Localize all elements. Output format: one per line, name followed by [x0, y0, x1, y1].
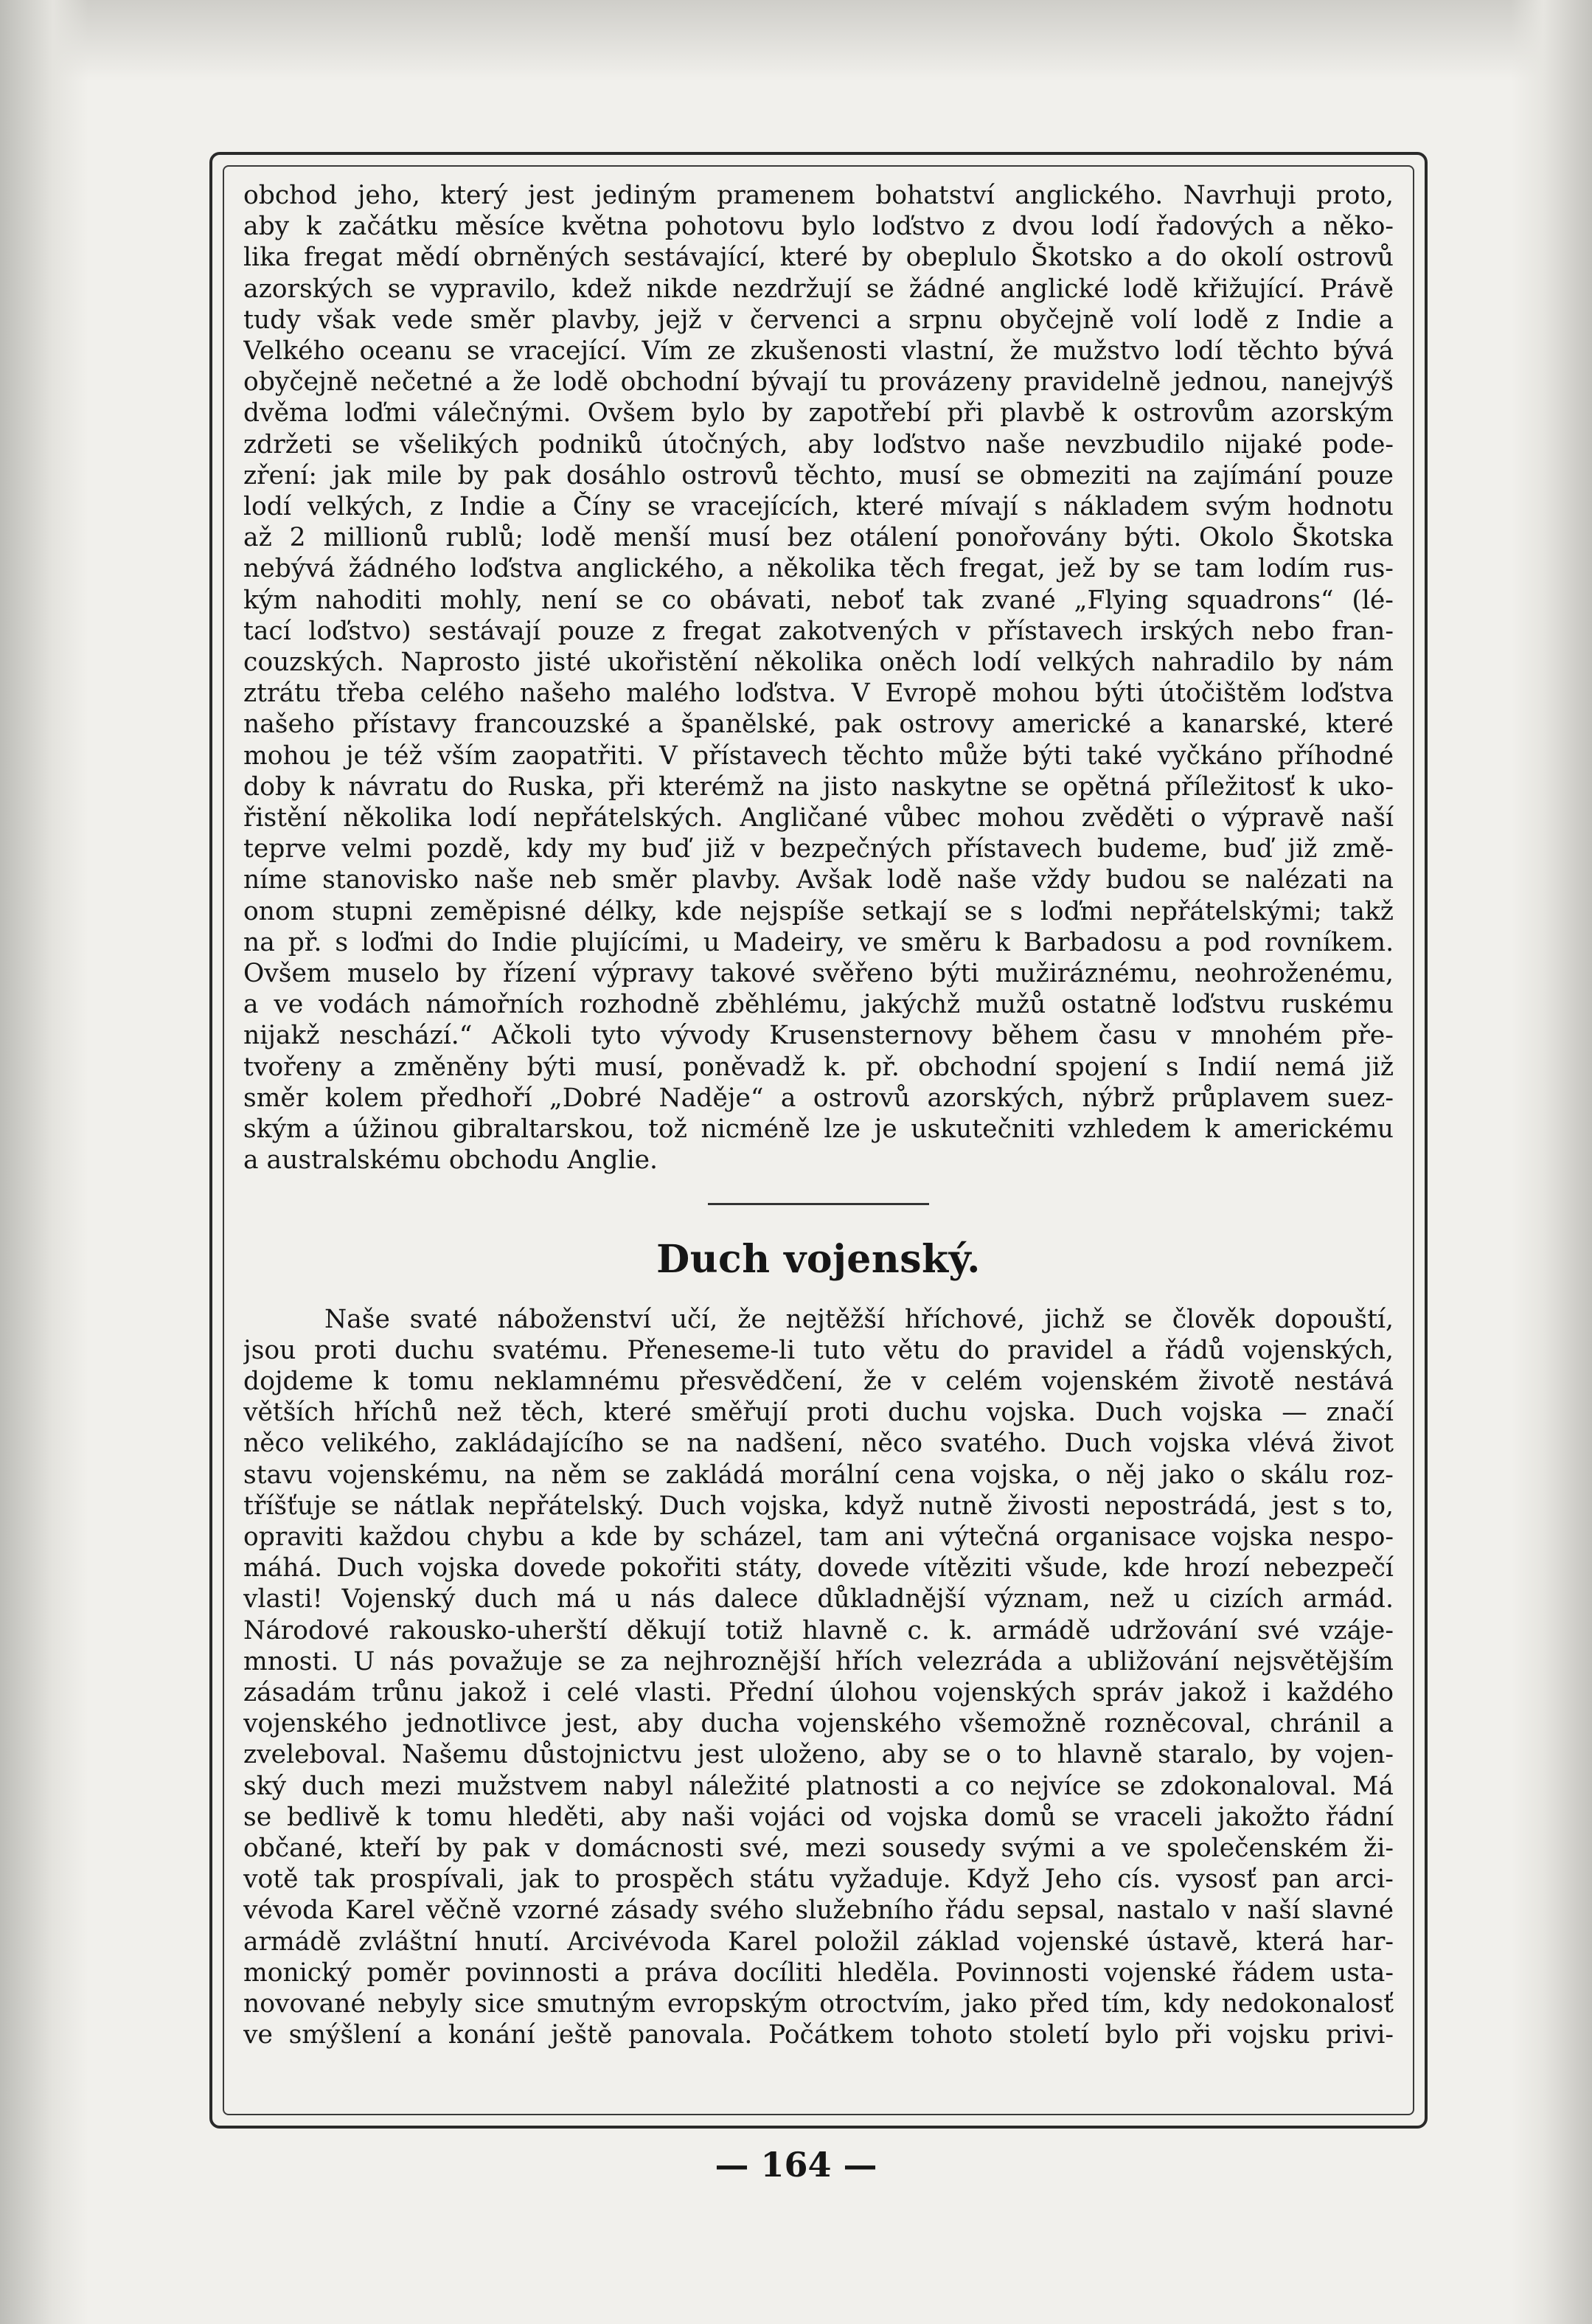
- text-line: mohou je též vším zaopatřiti. V přístavech těchto může býti také vyčkáno příhodné: [243, 740, 1394, 771]
- page-number: — 164 —: [715, 2145, 877, 2185]
- text-line: na př. s loďmi do Indie plujícími, u Madeiry, ve směru k Barbadosu a pod rovníkem.: [243, 927, 1394, 957]
- text-line: větších hříchů než těch, které směřují proti duchu vojska. Duch vojska — značí: [243, 1398, 1394, 1428]
- text-line: ztrátu třeba celého našeho malého loďstva. V Evropě mohou býti útočištěm loďstva: [243, 679, 1394, 709]
- text-line: jsou proti duchu svatému. Přeneseme-li tuto větu do pravidel a řádů vojenských,: [243, 1335, 1394, 1365]
- text-line: vlasti! Vojenský duch má u nás dalece důkladnější význam, než u cizích armád.: [243, 1584, 1394, 1614]
- text-line: dojdeme k tomu neklamnému přesvědčení, že v celém vojenském životě nestává: [243, 1366, 1394, 1396]
- text-line: teprve velmi pozdě, kdy my buď již v bezpečných přístavech budeme, buď již změ-: [243, 834, 1394, 864]
- text-line: nijakž neschází.“ Ačkoli tyto vývody Krusensternovy během času v mnohém pře-: [243, 1021, 1394, 1051]
- text-line: Velkého oceanu se vracející. Vím ze zkušenosti vlastní, že mužstvo lodí těchto bývá: [243, 336, 1394, 367]
- page-shadow-right: [1511, 0, 1592, 2324]
- text-line: něco velikého, zakládajícího se na nadšení, něco svatého. Duch vojska vlévá život: [243, 1429, 1394, 1459]
- text-line: se bedlivě k tomu hleděti, aby naši vojáci od vojska domů se vraceli jakožto řádní: [243, 1802, 1394, 1832]
- text-line: tudy však vede směr plavby, jejž v červenci a srpnu obyčejně volí lodě z Indie a: [243, 305, 1394, 335]
- text-line: a australskému obchodu Anglie.: [243, 1145, 658, 1176]
- text-line: směr kolem předhoří „Dobré Naděje“ a ostrovů azorských, nýbrž průplavem suez-: [243, 1083, 1394, 1113]
- text-line: zveleboval. Našemu důstojnictvu jest uloženo, aby se o to hlavně staralo, by vojen-: [243, 1740, 1394, 1770]
- text-line: ve smýšlení a konání ještě panovala. Počátkem tohoto století bylo při vojsku privi-: [243, 2020, 1394, 2050]
- text-line: a ve vodách námořních rozhodně zběhlému, jakýchž mužů ostatně loďstvu ruskému: [243, 990, 1394, 1020]
- text-line: dvěma loďmi válečnými. Ovšem bylo by zapotřebí při plavbě k ostrovům azorským: [243, 398, 1394, 429]
- text-line: doby k návratu do Ruska, při kterémž na jisto naskytne se opětná příležitosť k uko-: [243, 771, 1394, 802]
- text-line: tací loďstvo) sestávají pouze z fregat zakotvených v přístavech irských nebo fran-: [243, 616, 1394, 646]
- text-line: obchod jeho, který jest jediným pramenem bohatství anglického. Navrhuji proto,: [243, 181, 1394, 210]
- text-line: lika fregat mědí obrněných sestávající, které by obeplulo Škotsko a do okolí ostrovů: [243, 243, 1394, 273]
- page-shadow-left: [0, 0, 88, 2324]
- text-line: Naše svaté náboženství učí, že nejtěžší hříchové, jichž se člověk dopouští,: [324, 1304, 1394, 1334]
- text-line: novované nebyly sice smutným evropským otroctvím, jako před tím, kdy nedokonalosť: [243, 1988, 1394, 2019]
- text-line: Ovšem muselo by řízení výpravy takové svěřeno býti mužiráznému, neohroženému,: [243, 959, 1394, 989]
- text-line: aby k začátku měsíce května pohotovu bylo loďstvo z dvou lodí řadových a něko-: [243, 212, 1394, 242]
- text-line: Národové rakousko-uherští děkují totiž hlavně c. k. armádě udržování své vzáje-: [243, 1615, 1394, 1645]
- text-line: zdržeti se všelikých podniků útočných, aby loďstvo naše nevzbudilo nijaké pode-: [243, 429, 1394, 459]
- text-line: mnosti. U nás považuje se za nejhroznější hřích velezráda a ubližování nejsvětějším: [243, 1646, 1394, 1676]
- text-line: monický poměr povinnosti a práva docíliti hleděla. Povinnosti vojenské řádem usta-: [243, 1957, 1394, 1988]
- text-line: azorských se vypravilo, kdež nikde nezdržují se žádné anglické lodě křižující. Právě: [243, 274, 1394, 304]
- text-line: lodí velkých, z Indie a Číny se vracejících, které mívají s nákladem svým hodnotu: [243, 492, 1394, 522]
- text-line: opraviti každou chybu a kde by scházel, tam ani výtečná organisace vojska nespo-: [243, 1522, 1394, 1552]
- text-line: níme stanovisko naše neb směr plavby. Avšak lodě naše vždy budou se nalézati na: [243, 865, 1394, 895]
- text-line: obyčejně nečetné a že lodě obchodní bývají tu provázeny pravidelně jednou, nanejvýš: [243, 367, 1394, 398]
- page-content: [243, 180, 1394, 2050]
- text-line: armádě zvláštní hnutí. Arcivévoda Karel položil základ vojenské ústavě, která har-: [243, 1926, 1394, 1957]
- page-shadow-top: [0, 0, 1592, 81]
- text-line: ským a úžinou gibraltarskou, tož nicméně lze je uskutečniti vzhledem k americkému: [243, 1114, 1394, 1145]
- text-line: tvořeny a změněny býti musí, poněvadž k. př. obchodní spojení s Indií nemá již: [243, 1052, 1394, 1082]
- text-line: tříšťuje se nátlak nepřátelský. Duch vojska, když nutně živosti nepostrádá, jest s to,: [243, 1491, 1394, 1521]
- text-line: řistění několika lodí nepřátelských. Angličané vůbec mohou zvěděti o výpravě naší: [243, 803, 1394, 833]
- text-line: máhá. Duch vojska dovede pokořiti státy, dovede vítěziti všude, kde hrozí nebezpečí: [243, 1553, 1394, 1584]
- text-line: onom stupni zeměpisné délky, kde nejspíše setkají se s loďmi nepřátelskými; takž: [243, 896, 1394, 926]
- text-line: zásadám trůnu jakož i celé vlasti. Přední úlohou vojenských správ jakož i každého: [243, 1677, 1394, 1707]
- text-line: občané, kteří by pak v domácnosti své, mezi sousedy svými a ve společenském ži-: [243, 1833, 1394, 1863]
- text-line: kým nahoditi mohly, není se co obávati, neboť tak zvané „Flying squadrons“ (lé-: [243, 585, 1394, 615]
- text-line: ský duch mezi mužstvem nabyl náležité platnosti a co nejvíce se zdokonaloval. Má: [243, 1771, 1394, 1801]
- text-line: našeho přístavy francouzské a španělské, pak ostrovy americké a kanarské, které: [243, 710, 1394, 740]
- body-paragraph-section: [243, 1304, 1394, 2051]
- section-divider-rule: [708, 1203, 929, 1205]
- text-line: nebývá žádného loďstva anglického, a několika těch fregat, jež by se tam lodím rus-: [243, 554, 1394, 584]
- text-line: vojenského jednotlivce jest, aby ducha vojenského všemožně rozněcoval, chránil a: [243, 1709, 1394, 1739]
- section-heading: Duch vojenský.: [656, 1236, 981, 1282]
- text-line: stavu vojenskému, na něm se zakládá morální cena vojska, o něj jako o skálu roz-: [243, 1460, 1394, 1490]
- text-line: zření: jak mile by pak dosáhlo ostrovů těchto, musí se obmeziti na zajímání pouze: [243, 460, 1394, 490]
- body-paragraph-top: [243, 180, 1394, 1176]
- text-line: až 2 millionů rublů; lodě menší musí bez otálení ponořovány býti. Okolo Škotska: [243, 523, 1394, 553]
- text-line: couzských. Naprosto jisté ukořistění několika oněch lodí velkých nahradilo by nám: [243, 648, 1394, 678]
- text-line: votě tak prospívali, jak to prospěch státu vyžaduje. Když Jeho cís. vysosť pan arci-: [243, 1865, 1394, 1895]
- text-line: vévoda Karel věčně vzorné zásady svého služebního řádu sepsal, nastalo v naší slavné: [243, 1895, 1394, 1926]
